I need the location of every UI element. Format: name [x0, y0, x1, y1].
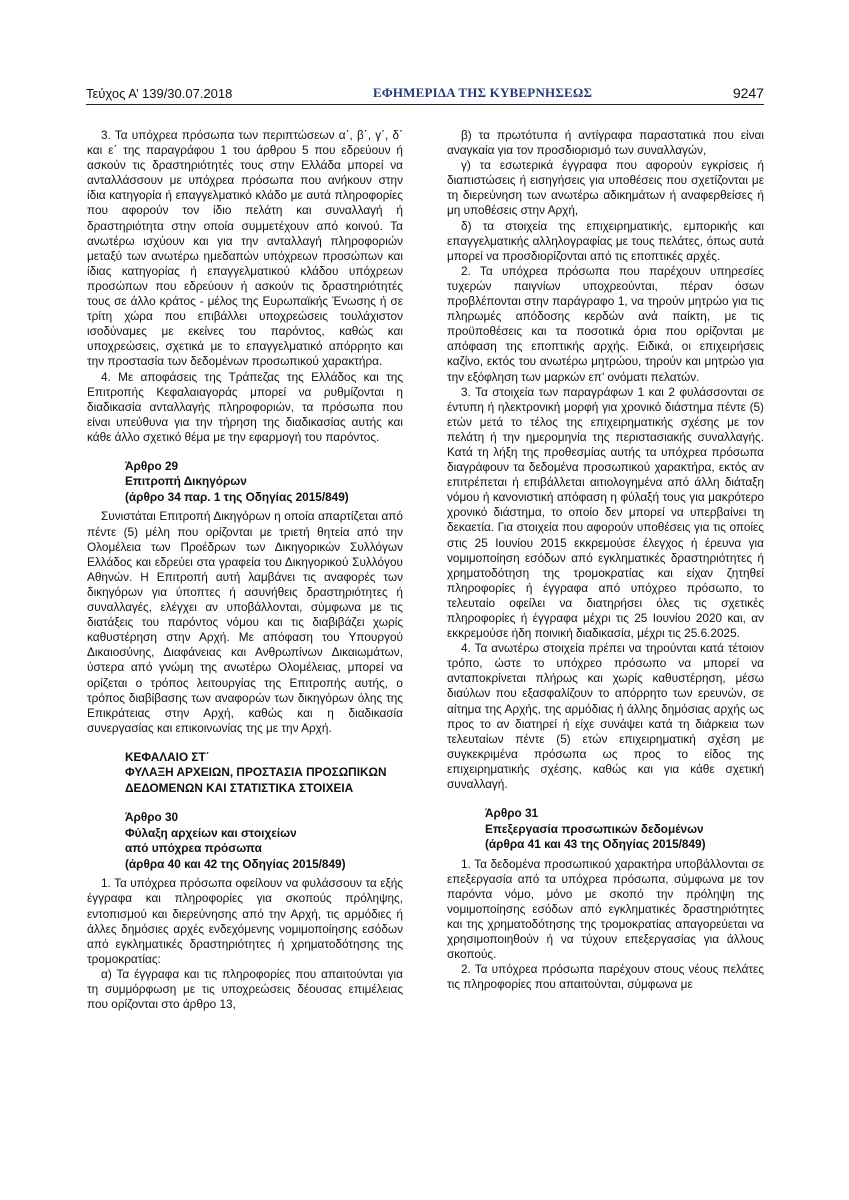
page-number: 9247 [732, 85, 764, 101]
article-subtitle: Επιτροπή Δικηγόρων [125, 474, 247, 489]
article-29-heading [125, 459, 403, 506]
paragraph: 4. Με αποφάσεις της Τράπεζας της Ελλάδος και της Επιτροπής Κεφαλαιαγοράς μπορεί να ρυθμίζονται η διαδικασία ανταλλαγής πληροφοριών, τα πρόσωπα που είναι υπεύθυνα για την τήρηση της διαδικασίας αυτής και κάθε άλλο σχετικό θέμα με την εφαρμογή του παρόντος. [87, 369, 403, 444]
page-header [86, 82, 764, 105]
article-title: Άρθρο 29 [125, 458, 179, 473]
paragraph: 4. Τα ανωτέρω στοιχεία πρέπει να τηρούνται κατά τέτοιον τρόπο, ώστε το υπόχρεο πρόσωπο να μπορεί να ανταποκρίνεται πλήρως και χωρίς καθυστέρηση, μέσω διαύλων που εξασφαλίζουν το απόρρητο των ερευνών, σε αίτημα της Αρχής, της αρμόδιας ή άλλης δημόσιας αρχής ως προς το αν διατηρεί ή είχε συνάψει κατά τη διάρκεια των τελευταίων πέντε (5) ετών επιχειρηματική σχέση με συγκεκριμένα πρόσωπα ως προς το είδος της επιχειρηματικής σχέσης, καθώς και για κάθε σχετική συναλλαγή. [447, 641, 764, 792]
paragraph: α) Τα έγγραφα και τις πληροφορίες που απαιτούνται για τη συμμόρφωση με τις υποχρεώσεις δέουσας επιμέλειας που ορίζονται στο άρθρο 13, [87, 966, 403, 1012]
article-subtitle: από υπόχρεα πρόσωπα [125, 841, 262, 856]
article-subtitle: Επεξεργασία προσωπικών δεδομένων [485, 821, 704, 836]
paragraph: 2. Τα υπόχρεα πρόσωπα παρέχουν στους νέους πελάτες τις πληροφορίες που απαιτούνται, σύμφωνα με [447, 962, 764, 992]
article-30-heading [125, 810, 403, 872]
paragraph: 3. Τα υπόχρεα πρόσωπα των περιπτώσεων α΄, β΄, γ΄, δ΄ και ε΄ της παραγράφου 1 του άρθρου 5 που εδρεύουν ή ασκούν τις δραστηριότητές τους στην Ελλάδα μπορεί να ανταλλάσσουν με υπόχρεα πρόσωπα που ανήκουν στην ίδια κατηγορία ή επαγγελματικό κλάδο με αυτά πληροφορίες που αφορούν τον ίδιο πελάτη και συναλλαγή ή δραστηριότητα στην οποία συμμετέχουν από κοινού. Τα ανωτέρω ισχύουν και για την ανταλλαγή πληροφοριών μεταξύ των ανωτέρω ημεδαπών υπόχρεων προσώπων και ίδιας κατηγορίας ή επαγγελματικού κλάδου υπόχρεων προσώπων που εδρεύουν ή ασκούν τις δραστηριότητές τους σε άλλο κράτος - μέλος της Ευρωπαϊκής Ένωσης ή σε τρίτη χώρα που επιβάλλει υποχρεώσεις τουλάχιστον ισοδύναμες με εκείνες του παρόντος, καθώς και υποχρεώσεις, σχετικά με το επαγγελματικό απόρρητο και την προστασία των δεδομένων προσωπικού χαρακτήρα. [87, 128, 403, 369]
gazette-title: ΕΦΗΜΕΡΙΔΑ ΤΗΣ ΚΥΒΕΡΝΗΣΕΩΣ [372, 85, 593, 100]
paragraph: γ) τα εσωτερικά έγγραφα που αφορούν εγκρίσεις ή διαπιστώσεις ή εισηγήσεις για υποθέσεις που σχετίζονται με τη διερεύνηση των ανωτέρω αδικημάτων ή αναφερθείσες ή μη υποθέσεις στην Αρχή, [447, 158, 764, 218]
chapter-number: ΚΕΦΑΛΑΙΟ ΣΤ΄ [125, 749, 210, 764]
chapter-heading [125, 750, 403, 797]
chapter-title: ΦΥΛΑΞΗ ΑΡΧΕΙΩΝ, ΠΡΟΣΤΑΣΙΑ ΠΡΟΣΩΠΙΚΩΝ [125, 765, 387, 780]
paragraph: 3. Τα στοιχεία των παραγράφων 1 και 2 φυλάσσονται σε έντυπη ή ηλεκτρονική μορφή για χρονικό διάστημα πέντε (5) ετών μετά το τέλος της επιχειρηματικής σχέσης με τον πελάτη ή την ημερομηνία της περιστασιακής συναλλαγής. Κατά τη λήξη της προθεσμίας αυτής τα υπόχρεα πρόσωπα διαγράφουν τα δεδομένα προσωπικού χαρακτήρα, εκτός αν επιτρέπεται ή επιβάλλεται αιτιολογημένα από άλλη διάταξη νόμου ή κανονιστική απόφαση η φύλαξή τους για μακρότερο χρονικό διάστημα, το οποίο δεν μπορεί να υπερβαίνει τη δεκαετία. Για στοιχεία που αφορούν υποθέσεις για τις οποίες στις 25 Ιουνίου 2015 εκκρεμούσε έλεγχος ή έρευνα για νομιμοποίηση εσόδων από εγκληματικές δραστηριότητες ή χρηματοδότηση της τρομοκρατίας και είχαν ζητηθεί πληροφορίες ή έγγραφα από υπόχρεο πρόσωπο, το τελευταίο οφείλει να διατηρήσει όλες τις σχετικές πληροφορίες ή έγγραφα μέχρι τις 25 Ιουνίου 2020 και, αν εκκρεμούσε ήδη ποινική διαδικασία, μέχρι τις 25.6.2025. [447, 384, 764, 641]
right-column [447, 128, 764, 992]
chapter-title: ΔΕΔΟΜΕΝΩΝ ΚΑΙ ΣΤΑΤΙΣΤΙΚΑ ΣΤΟΙΧΕΙΑ [125, 780, 354, 795]
article-31-heading [485, 806, 764, 853]
paragraph: 2. Τα υπόχρεα πρόσωπα που παρέχουν υπηρεσίες τυχερών παιγνίων υποχρεούνται, πέραν όσων προβλέπονται στην παράγραφο 1, να τηρούν μητρώο για τις πληρωμές απόδοσης κερδών ανά παίκτη, με τις προϋποθέσεις και τα ποσοτικά όρια που ορίζονται με απόφαση της εποπτικής αρχής. Ειδικά, οι επιχειρήσεις καζίνο, εκτός του ανωτέρω μητρώου, τηρούν και μητρώο για την εξόφληση των μαρκών επ’ ονόματι πελατών. [447, 263, 764, 384]
article-subtitle: Φύλαξη αρχείων και στοιχείων [125, 825, 297, 840]
paragraph: Συνιστάται Επιτροπή Δικηγόρων η οποία απαρτίζεται από πέντε (5) μέλη που ορίζονται με τριετή θητεία από την Ολομέλεια των Προέδρων των Δικηγορικών Συλλόγων Ελλάδος και εδρεύει στα γραφεία του Δικηγορικού Συλλόγου Αθηνών. Η Επιτροπή αυτή λαμβάνει τις αναφορές των δικηγόρων για ύποπτες ή ασυνήθεις δραστηριότητες ή συναλλαγές, ελέγχει αν υποβάλλονται, σύμφωνα με τις διατάξεις του παρόντος νόμου και τις διαβιβάζει χωρίς καθυστέρηση στην Αρχή. Με απόφαση του Υπουργού Δικαιοσύνης, Διαφάνειας και Ανθρωπίνων Δικαιωμάτων, ύστερα από γνώμη της ανωτέρω Ολομέλειας, μπορεί να ορίζεται ο τρόπος λειτουργίας της Επιτροπής αυτής, ο τρόπος διαβίβασης των αναφορών των δικηγόρων όλης της Επικράτειας στην Αρχή, καθώς και η διαδικασία συνεργασίας και επικοινωνίας της με την Αρχή. [87, 509, 403, 735]
article-reference: (άρθρο 34 παρ. 1 της Οδηγίας 2015/849) [125, 489, 349, 504]
paragraph: 1. Τα υπόχρεα πρόσωπα οφείλουν να φυλάσσουν τα εξής έγγραφα και πληροφορίες για σκοπούς πρόληψης, εντοπισμού και διερεύνησης από την Αρχή, τις αρμόδιες ή άλλες δημόσιες αρχές ενδεχόμενης νομιμοποίησης εσόδων από εγκληματικές δραστηριότητες ή χρηματοδότησης της τρομοκρατίας: [87, 876, 403, 966]
article-reference: (άρθρα 40 και 42 της Οδηγίας 2015/849) [125, 856, 346, 871]
issue-label: Τεύχος Α’ 139/30.07.2018 [86, 85, 233, 101]
article-reference: (άρθρα 41 και 43 της Οδηγίας 2015/849) [485, 837, 706, 852]
left-column [87, 128, 403, 1012]
article-title: Άρθρο 31 [485, 806, 539, 821]
paragraph: 1. Τα δεδομένα προσωπικού χαρακτήρα υποβάλλονται σε επεξεργασία από τα υπόχρεα πρόσωπα, σύμφωνα με τον παρόντα νόμο, μόνο με σκοπό την πρόληψη της νομιμοποίησης εσόδων από εγκληματικές δραστηριότητες και της χρηματοδότησης της τρομοκρατίας απαγορεύεται να χρησιμοποιηθούν ή να τύχουν επεξεργασίας για άλλους σκοπούς. [447, 856, 764, 962]
article-title: Άρθρο 30 [125, 810, 179, 825]
paragraph: β) τα πρωτότυπα ή αντίγραφα παραστατικά που είναι αναγκαία για τον προσδιορισμό των συναλλαγών, [447, 128, 764, 158]
paragraph: δ) τα στοιχεία της επιχειρηματικής, εμπορικής και επαγγελματικής αλληλογραφίας με τους πελάτες, όπως αυτά μπορεί να προσδιορίζονται από τις εποπτικές αρχές. [447, 218, 764, 263]
